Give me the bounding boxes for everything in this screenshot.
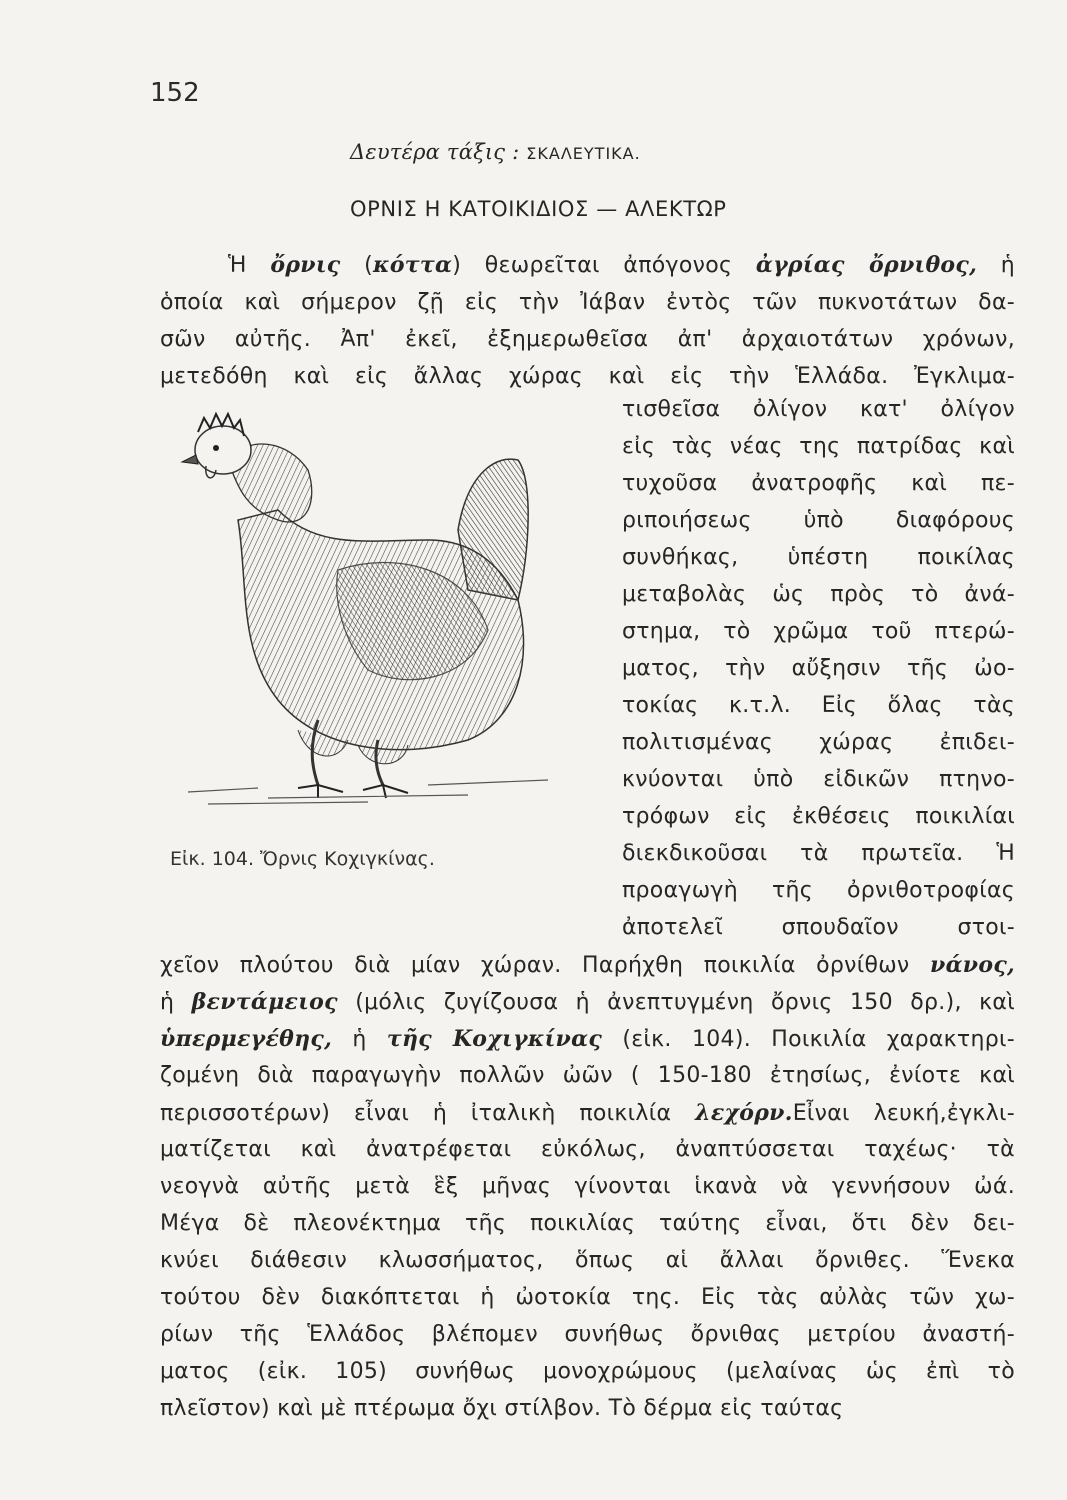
text-line: ἡ βεντάμειος (μόλις ζυγίζουσα ἡ ἀνεπτυγμένη ὄρνις 150 δρ.), καὶ: [160, 989, 1015, 1015]
text-line: τούτου δὲν διακόπτεται ἡ ὠοτοκία της. Εἰς τὰς αὐλὰς τῶν χω-: [160, 1285, 1015, 1310]
text-line: χεῖον πλούτου διὰ μίαν χώραν. Παρήχθη ποικιλία ὀρνίθων νάνος,: [160, 952, 1015, 978]
section-heading-label: Δευτέρα τάξις :: [350, 140, 520, 164]
text-line: Ἡ ὄρνις (κόττα) θεωρεῖται ἀπόγονος ἀγρίας ὄρνιθος, ἡ: [228, 252, 1015, 278]
text-line: ὑπερμεγέθης, ἡ τῆς Κοχιγκίνας (εἰκ. 104). Ποικιλία χαρακτηρι-: [160, 1026, 1015, 1052]
text-line: στημα, τὸ χρῶμα τοῦ πτερώ-: [622, 619, 1015, 644]
text-line: τοκίας κ.τ.λ. Εἰς ὅλας τὰς: [622, 693, 1015, 718]
text-line: κνύονται ὑπὸ εἰδικῶν πτηνο-: [622, 767, 1015, 792]
text-line: εἰς τὰς νέας της πατρίδας καὶ: [622, 434, 1015, 459]
text-line: ζομένη διὰ παραγωγὴν πολλῶν ὠῶν ( 150-180 ἐτησίως, ἐνίοτε καὶ: [160, 1063, 1015, 1088]
text-line: Μέγα δὲ πλεονέκτημα τῆς ποικιλίας ταύτης εἶναι, ὅτι δὲν δει-: [160, 1211, 1015, 1236]
text-line: τισθεῖσα ὀλίγον κατ' ὀλίγον: [622, 397, 1015, 422]
page-number: 152: [150, 78, 200, 108]
text-line: τρόφων εἰς ἐκθέσεις ποικιλίαι: [622, 804, 1015, 829]
text-line: ρίων τῆς Ἑλλάδος βλέπομεν συνήθως ὄρνιθας μετρίου ἀναστή-: [160, 1322, 1015, 1347]
text-line: μετεδόθη καὶ εἰς ἄλλας χώρας καὶ εἰς τὴν Ἑλλάδα. Ἐγκλιμα-: [160, 364, 1015, 389]
text-line: μεταβολὰς ὡς πρὸς τὸ ἀνά-: [622, 582, 1015, 607]
text-line: ἀποτελεῖ σπουδαῖον στοι-: [622, 915, 1015, 940]
text-line: συνθήκας, ὑπέστη ποικίλας: [622, 545, 1015, 570]
section-heading: [350, 140, 641, 164]
text-line: περισσοτέρων) εἶναι ἡ ἰταλικὴ ποικιλία λεχόρν.Εἶναι λευκή,ἐγκλι-: [160, 1100, 1016, 1126]
text-line: ὁποία καὶ σήμερον ζῇ εἰς τὴν Ἰάβαν ἐντὸς τῶν πυκνοτάτων δα-: [160, 290, 1015, 315]
text-line: τυχοῦσα ἀνατροφῆς καὶ πε-: [622, 471, 1015, 496]
hen-illustration-figure: [168, 400, 578, 830]
figure-caption: Εἰκ. 104. Ὄρνις Κοχιγκίνας.: [170, 848, 435, 870]
text-line: πλεῖστον) καὶ μὲ πτέρωμα ὄχι στίλβον. Τὸ δέρμα εἰς ταύτας: [160, 1396, 844, 1421]
text-line: πολιτισμένας χώρας ἐπιδει-: [622, 730, 1015, 755]
chapter-title: ΟΡΝΙΣ Η ΚΑΤΟΙΚΙΔΙΟΣ — ΑΛΕΚΤΩΡ: [350, 197, 727, 221]
section-heading-subtitle: ΣΚΑΛΕΥΤΙΚΑ.: [526, 144, 641, 163]
text-line: κνύει διάθεσιν κλωσσήματος, ὅπως αἱ ἄλλαι ὄρνιθες. Ἕνεκα: [160, 1248, 1015, 1273]
text-line: ματος, τὴν αὔξησιν τῆς ὠο-: [622, 656, 1015, 681]
text-line: ματίζεται καὶ ἀνατρέφεται εὐκόλως, ἀναπτύσσεται ταχέως· τὰ: [160, 1137, 1015, 1162]
text-line: προαγωγὴ τῆς ὀρνιθοτροφίας: [622, 878, 1015, 903]
text-line: ριποιήσεως ὑπὸ διαφόρους: [622, 508, 1015, 533]
text-line: σῶν αὐτῆς. Ἀπ' ἐκεῖ, ἐξημερωθεῖσα ἀπ' ἀρχαιοτάτων χρόνων,: [160, 327, 1015, 352]
text-line: διεκδικοῦσαι τὰ πρωτεῖα. Ἡ: [622, 841, 1015, 866]
hen-illustration: [168, 400, 578, 830]
text-line: ματος (εἰκ. 105) συνήθως μονοχρώμους (μελαίνας ὡς ἐπὶ τὸ: [160, 1359, 1015, 1384]
text-line: νεογνὰ αὐτῆς μετὰ ἓξ μῆνας γίνονται ἱκανὰ νὰ γεννήσουν ὠά.: [160, 1174, 1015, 1199]
